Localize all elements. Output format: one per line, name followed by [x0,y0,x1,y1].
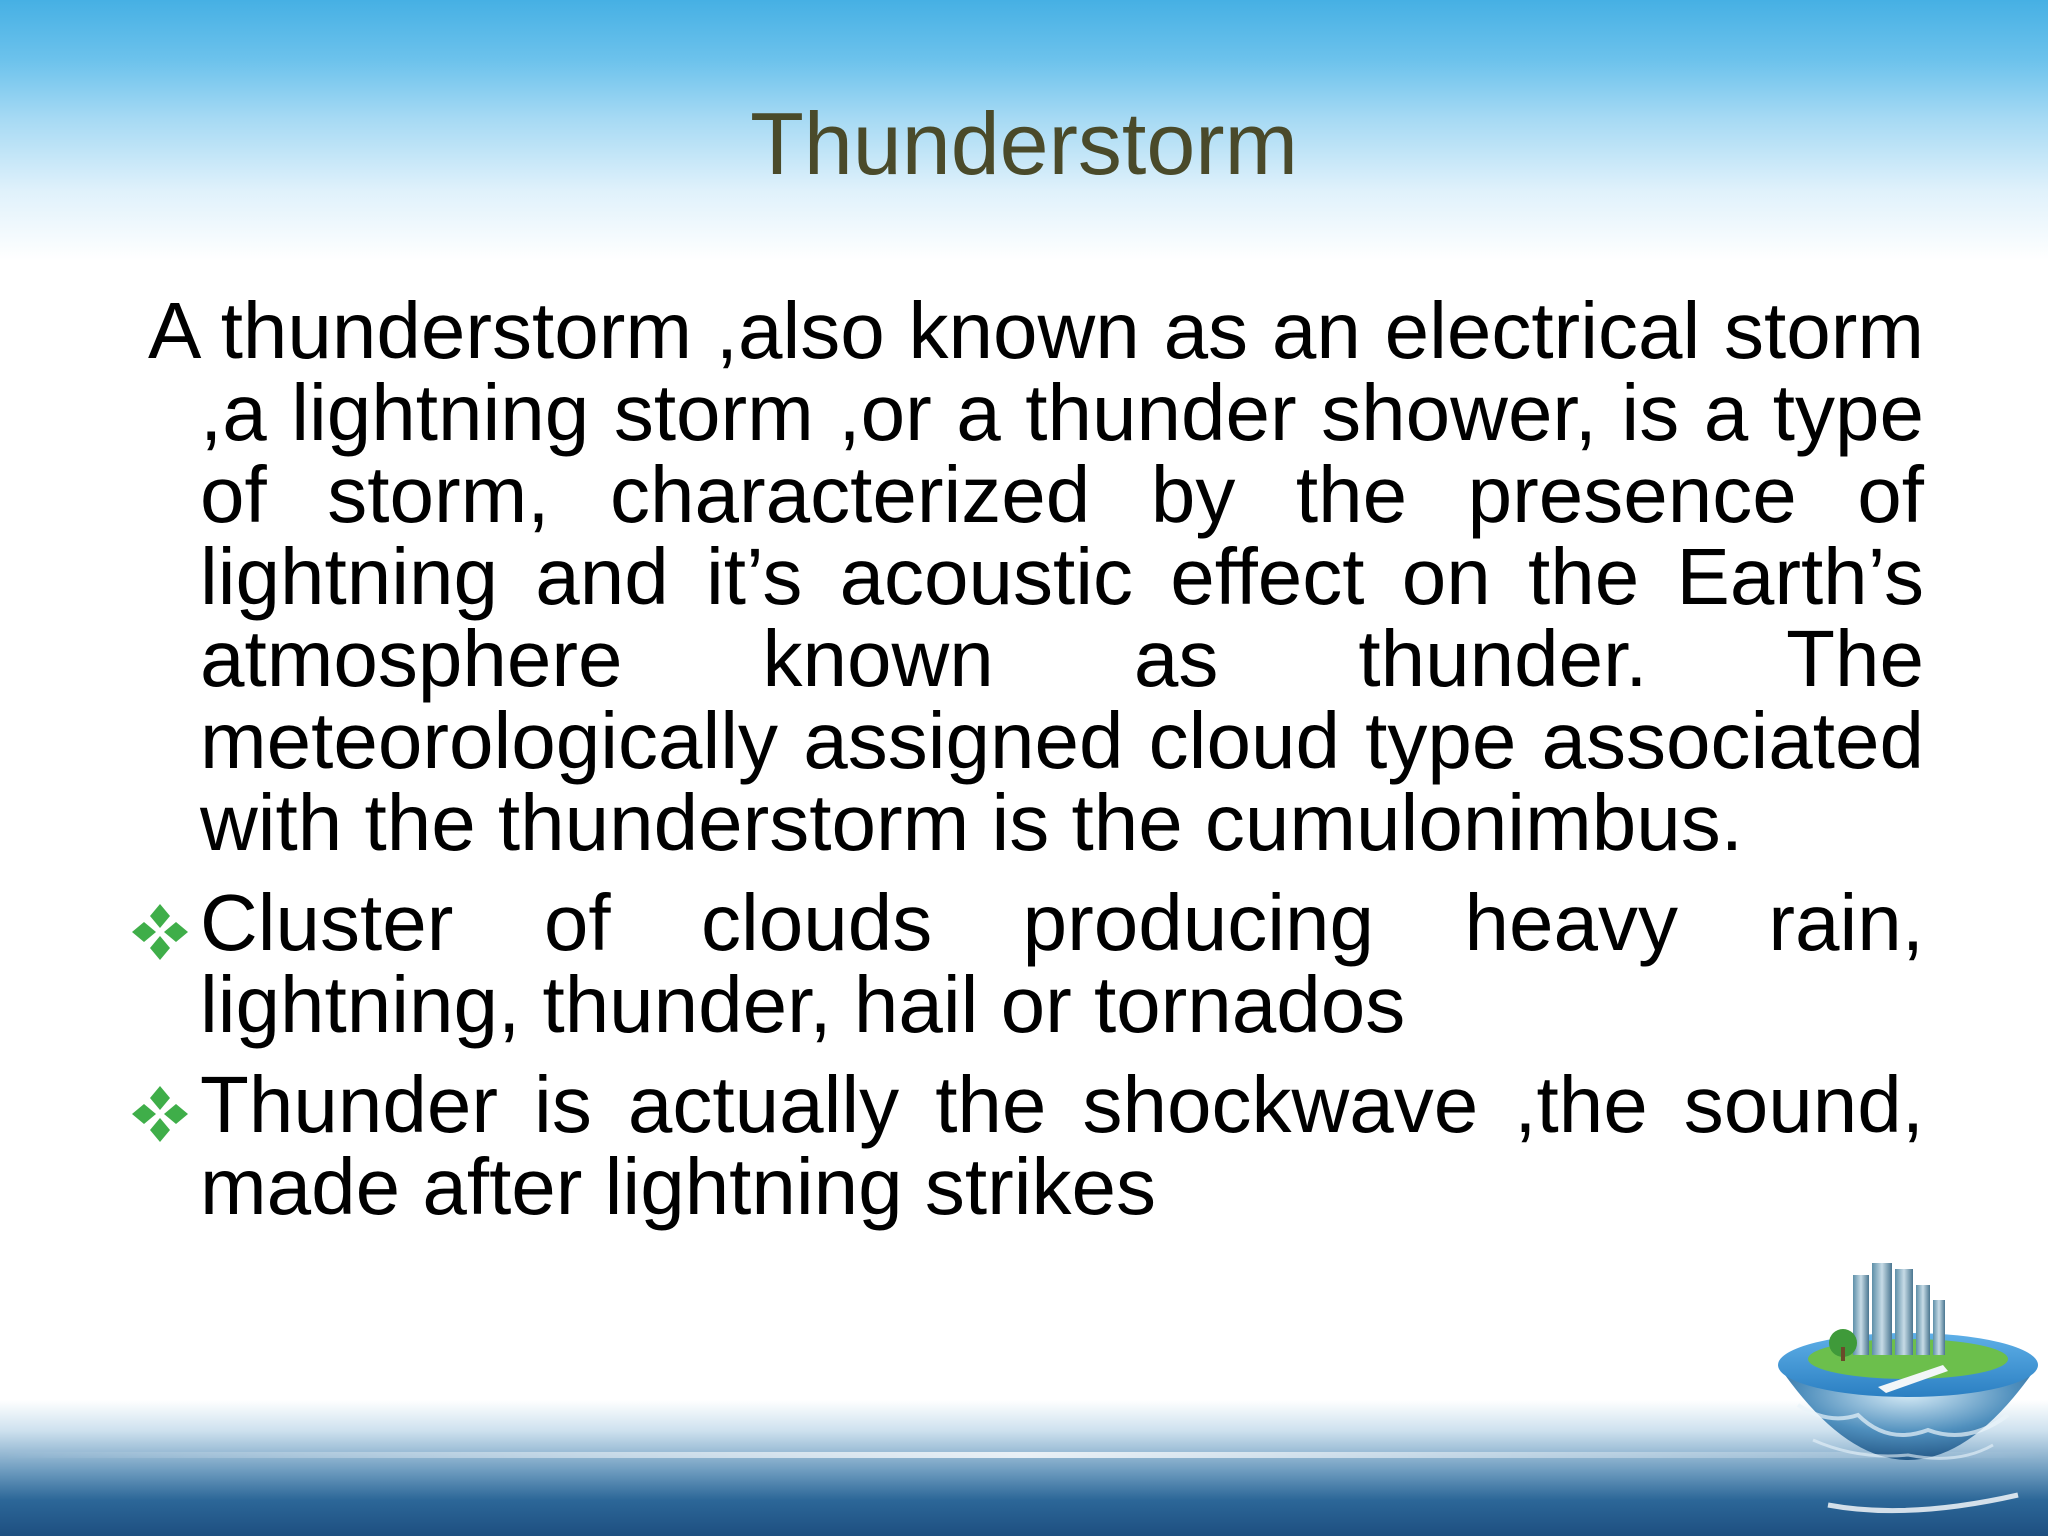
slide-title: Thunderstorm [750,94,1298,193]
globe-city-icon [1768,1255,2048,1536]
bullet-item [148,1060,1924,1231]
bullet-text: Cluster of clouds producing heavy rain, lightning, thunder, hail or tornados [200,878,1924,1049]
footer-gradient-band [0,1400,2048,1536]
four-diamond-bullet-icon [130,1084,190,1144]
bullet-item [148,878,1924,1049]
slide-body [148,286,1924,1231]
bullet-text: Thunder is actually the shockwave ,the sound, made after lightning strikes [200,1060,1924,1231]
intro-paragraph: A thunderstorm ,also known as an electrical storm ,a lightning storm ,or a thunder shower, is a type of storm, characterized by the presence of lightning and it’s acoustic effect on the Earth’s atmosphere known as thunder. The meteorologically assigned cloud type associated with the thunderstorm is the cumulonimbus. [148,286,1924,867]
four-diamond-bullet-icon [130,902,190,962]
